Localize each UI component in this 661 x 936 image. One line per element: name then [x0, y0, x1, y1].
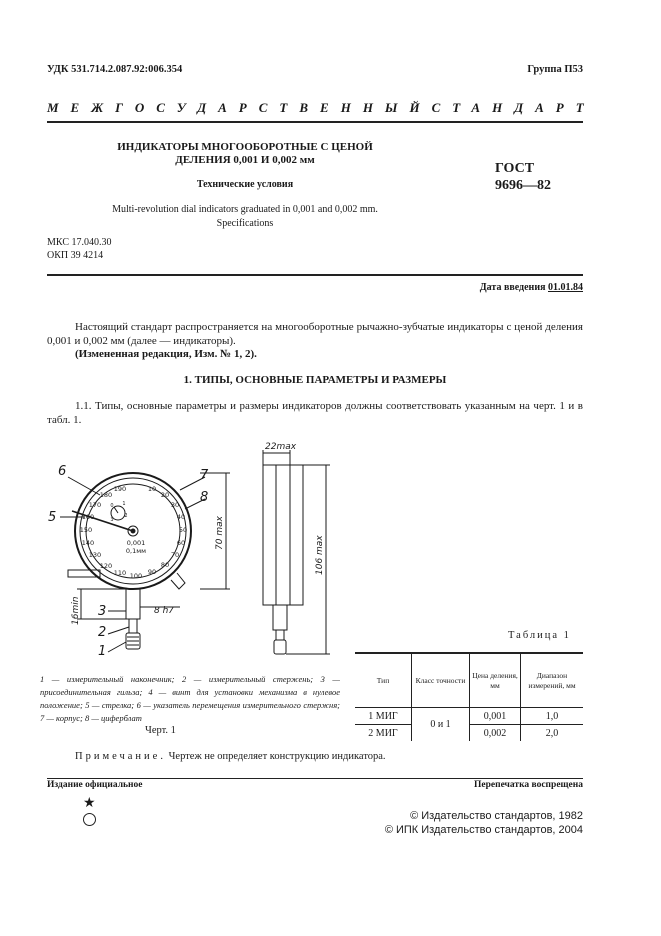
circle-icon [83, 813, 96, 826]
gost-label: ГОСТ [495, 161, 535, 176]
side-view-sleeve [273, 605, 287, 630]
banner-word-1: МЕЖГОСУДАРСТВЕННЫЙ [47, 100, 432, 115]
gost-number [495, 160, 551, 194]
drawing-note [75, 751, 386, 762]
dial-outer-label: 170 [88, 501, 102, 509]
parameters-table [355, 652, 583, 741]
title-line-1: ИНДИКАТОРЫ МНОГООБОРОТНЫЕ С ЦЕНОЙ [117, 141, 373, 153]
official-edition: Издание официальное [47, 780, 143, 790]
table-label: Таблица 1 [508, 630, 571, 641]
dial-outer-label: 10 [147, 485, 157, 493]
cell-class: 0 и 1 [412, 708, 470, 742]
dial-division-value: 0,001 [126, 539, 146, 547]
section-1-heading: 1. ТИПЫ, ОСНОВНЫЕ ПАРАМЕТРЫ И РАЗМЕРЫ [183, 374, 447, 386]
title-line-2: ДЕЛЕНИЯ 0,001 И 0,002 мм [175, 154, 315, 166]
copyright-2004: © ИПК Издательство стандартов, 2004 [384, 824, 583, 836]
mks-code: МКС 17.040.30 [47, 237, 112, 248]
indicator-drawing [40, 435, 350, 670]
header-class: Класс точности [412, 653, 470, 708]
dial-unit: 0,1мм [125, 547, 147, 555]
dial-outer-label: 50 [178, 526, 188, 534]
date-value: 01.01.84 [548, 282, 583, 293]
date-rule [47, 274, 583, 276]
gost-code: 9696—82 [495, 178, 551, 193]
intro-paragraph: Настоящий стандарт распространяется на многооборотные рычажно-зубчатые индикаторы с ценой деления 0,001 и 0,002 мм (далее — индикаторы). [47, 321, 583, 347]
copyright-1982: © Издательство стандартов, 1982 [410, 810, 583, 822]
side-view-body [263, 465, 303, 605]
dial-outer-label: 40 [176, 513, 186, 521]
document-title [95, 141, 395, 167]
dial-outer-label: 140 [81, 539, 95, 547]
header-type: Тип [355, 653, 412, 708]
star-icon: ★ [83, 795, 96, 811]
cell-price: 0,002 [470, 725, 521, 742]
header-range: Диапазон измерений, мм [521, 653, 584, 708]
travel-dial-label: 1 [122, 501, 126, 507]
intro-edition-note: (Измененная редакция, Изм. № 1, 2). [75, 348, 257, 360]
dim-106max: 106 max [315, 535, 325, 575]
note-label: Примечание. [75, 751, 166, 762]
dial-outer-label: 120 [99, 562, 113, 570]
table-header-row [355, 653, 583, 708]
english-title [60, 203, 430, 231]
travel-dial-label: 0 [110, 503, 114, 509]
cell-type: 2 МИГ [355, 725, 412, 742]
dial-outer-label: 30 [170, 501, 180, 509]
introduction-date [480, 282, 583, 293]
cell-range: 2,0 [521, 725, 584, 742]
dim-22max: 22max [265, 442, 297, 452]
standard-banner [47, 100, 596, 116]
travel-dial-label: 2 [124, 513, 128, 519]
section-1-paragraph: 1.1. Типы, основные параметры и размеры индикаторов должны соответствовать указанным на черт. 1 и в табл. 1. [47, 400, 583, 426]
cell-range: 1,0 [521, 708, 584, 725]
figure-label: Черт. 1 [145, 725, 176, 736]
cell-type: 1 МИГ [368, 710, 398, 722]
mounting-sleeve [126, 589, 140, 619]
cell-price: 0,001 [470, 708, 521, 725]
callout-8: 8 [200, 490, 209, 505]
dial-outer-label: 180 [99, 491, 113, 499]
zero-adjust-screw [171, 573, 185, 589]
date-label: Дата введения [479, 282, 546, 293]
dim-70max: 70 max [215, 516, 225, 550]
note-text: Чертеж не определяет конструкцию индикатора. [168, 751, 386, 762]
callout-1: 1 [98, 644, 107, 659]
dim-16min: 16min [71, 596, 81, 625]
callout-5: 5 [48, 510, 57, 525]
callout-7: 7 [200, 468, 209, 483]
dial-outer-label: 70 [170, 551, 180, 559]
english-title-line-2: Specifications [216, 218, 274, 229]
header-price: Цена деления, мм [470, 653, 521, 708]
document-subtitle: Технические условия [196, 179, 294, 190]
dial-outer-label: 100 [129, 572, 143, 580]
side-view-tip [274, 640, 286, 654]
dial-outer-label: 160 [81, 513, 95, 521]
udk-code: УДК 531.714.2.087.92:006.354 [47, 64, 183, 75]
dim-8h7: 8 h7 [154, 606, 175, 616]
dial-outer-label: 110 [113, 569, 127, 577]
okp-code: ОКП 39 4214 [47, 250, 104, 261]
copyright-block [385, 809, 583, 837]
dial-outer-label: 60 [176, 539, 186, 547]
group-code: Группа П53 [527, 64, 583, 75]
side-view-rod [276, 630, 284, 640]
table-row [355, 725, 583, 742]
banner-word-2: СТАНДАРТ [431, 100, 596, 115]
classification-codes [47, 236, 111, 262]
dial-outer-label: 150 [79, 526, 93, 534]
banner-rule [47, 121, 583, 123]
reprint-prohibited: Перепечатка воспрещена [473, 780, 583, 790]
footer-rule [47, 778, 583, 779]
callout-2: 2 [98, 625, 107, 640]
dial-outer-label: 90 [147, 568, 157, 576]
table-row [355, 708, 583, 725]
callout-3: 3 [98, 604, 107, 619]
figure-caption: 1 — измерительный наконечник; 2 — измерительный стержень; 3 — присоединительная гильза; 4 — винт для установки механизма в нулевое положение; 5 — стрелка; 6 — указатель перемещения измерительного стержня; 7 — корпус; 8 — циферблат [40, 674, 340, 723]
english-title-line-1: Multi-revolution dial indicators graduated in 0,001 and 0,002 mm. [112, 204, 378, 215]
dial-outer-label: 190 [113, 485, 127, 493]
callout-6: 6 [58, 464, 67, 479]
travel-dial-label: 3 [110, 517, 114, 523]
measuring-rod [129, 619, 137, 633]
dial-outer-label: 130 [88, 551, 102, 559]
dial-outer-label: 80 [160, 561, 170, 569]
dial-outer-label: 20 [160, 491, 170, 499]
